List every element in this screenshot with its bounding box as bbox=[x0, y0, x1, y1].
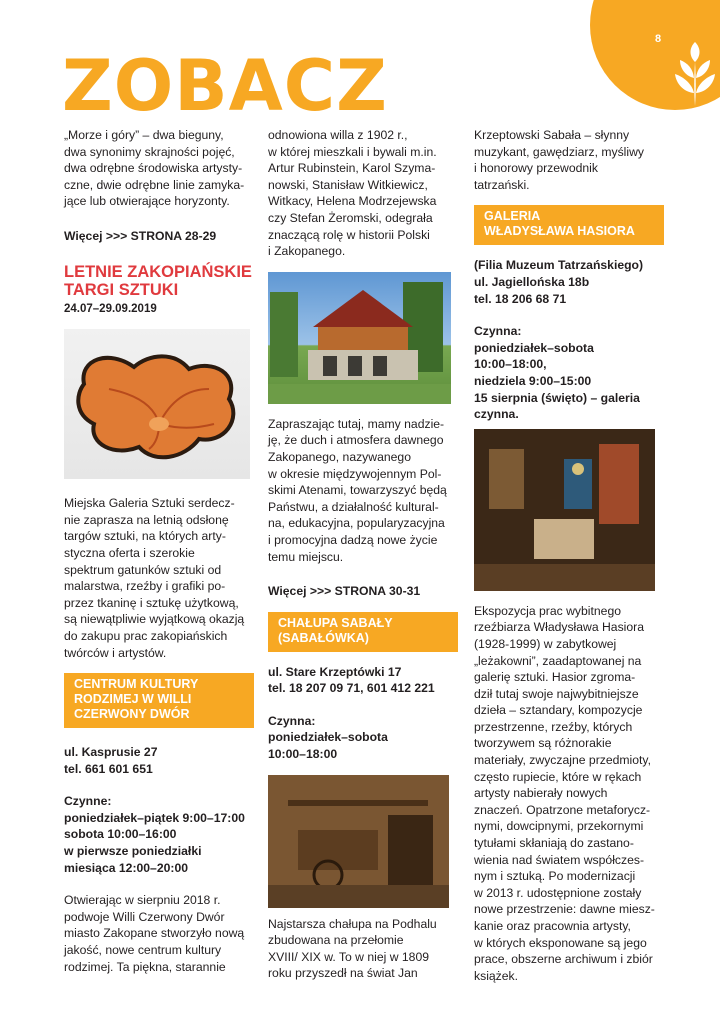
event-title: LETNIE ZAKOPIAŃSKIE TARGI SZTUKI bbox=[64, 262, 252, 299]
venue-hours: Czynne: poniedziałek–piątek 9:00–17:00 sobota 10:00–16:00 w pierwsze poniedziałki miesiąca 12:00–20:00 bbox=[64, 794, 245, 875]
venue-heading-czerwony-dwor: CENTRUM KULTURY RODZIMEJ W WILLI CZERWONY DWÓR bbox=[64, 673, 254, 728]
hut-text: Najstarsza chałupa na Podhalu zbudowana na przełomie XVIII/ XIX w. To w niej w 1809 roku przyszedł na świat Jan bbox=[268, 916, 437, 981]
venue-subtitle: (Filia Muzeum Tatrzańskiego) bbox=[474, 258, 644, 273]
venue-hours-2: Czynna: poniedziałek–sobota 10:00–18:00 bbox=[268, 713, 388, 762]
venue-address: ul. Kasprusie 27 tel. 661 601 651 bbox=[64, 745, 158, 776]
villa-image bbox=[268, 272, 451, 404]
event-text: Miejska Galeria Sztuki serdecz- nie zaprasza na letnią odsłonę targów sztuki, na których arty- styczna oferta i szerokie spektrum gatunków sztuki od malarstwa, rzeźby i grafiki po- przez tkaninę i sztukę użytkową, są niewątpliwie wyjątkową okazją do zakupu prac zakopiańskich twórców i artystów. bbox=[64, 496, 245, 660]
gallery-text: Ekspozycja prac wybitnego rzeźbiarza Władysława Hasiora (1928-1999) w zabytkowej „leżakowni”, zaadaptowanej na galerię sztuki. Hasior zgroma- dził tutaj swoje najwybitniejsze dzieła – sztandary, kompozycje przestrzenne, rzeźby, których tworzywem są różnorakie materiały, zwyczajne przedmioty, często rupiecie, które w rękach artysty nabierały nowych znaczeń. Opatrzone metaforycz- nymi, dowcipnymi, przekornymi tytułami skłaniają do zastano- wienia nad światem współczes- nym i sztuką. Po modernizacji w 2013 r. udostępnione zostały nowe przestrzenie: dawne miesz- kanie oraz pracownia artysty, w których eksponowane są jego prace, obszerne archiwum i zbiór książek. bbox=[474, 603, 655, 983]
wheat-logo-icon bbox=[667, 38, 720, 108]
page-title: ZOBACZ bbox=[62, 45, 388, 127]
villa-text: odnowiona willa z 1902 r., w której mieszkali i bywali m.in. Artur Rubinstein, Karol Szyma- nowski, Stanisław Witkiewicz, Witkacy, Helena Modrzejewska czy Stefan Żeromski, odegrała znaczącą rolę w historii Polski i Zakopanego. bbox=[268, 128, 437, 259]
sabala-text: Krzeptowski Sabała – słynny muzykant, gawędziarz, myśliwy i honorowy przewodnik tatrzański. bbox=[474, 128, 644, 192]
venue-address-3: ul. Jagiellońska 18b tel. 18 206 68 71 bbox=[474, 274, 590, 306]
venue-hours-3: Czynna: poniedziałek–sobota 10:00–18:00, niedziela 9:00–15:00 15 sierpnia (święto) – galeria czynna. bbox=[474, 324, 640, 422]
gallery-interior-image bbox=[474, 429, 655, 591]
more-link-2[interactable]: Więcej >>> STRONA 30-31 bbox=[268, 584, 421, 599]
hut-interior-image bbox=[268, 775, 449, 908]
art-piece-image bbox=[64, 329, 250, 479]
venue-heading-hasior: GALERIA WŁADYSŁAWA HASIORA bbox=[474, 205, 664, 245]
column-middle bbox=[268, 127, 458, 982]
venue-heading-sabalowka: CHAŁUPA SABAŁY (SABAŁÓWKA) bbox=[268, 612, 458, 652]
event-dates: 24.07–29.09.2019 bbox=[64, 302, 157, 315]
more-link[interactable]: Więcej >>> STRONA 28-29 bbox=[64, 228, 217, 243]
venue-address-2: ul. Stare Krzeptówki 17 tel. 18 207 09 71, 601 412 221 bbox=[268, 664, 435, 696]
villa-text-2: Zapraszając tutaj, mamy nadzie- ję, że duch i atmosfera dawnego Zakopanego, nazywanego w okresie międzywojennym Pol- skimi Atenami, towarzyszyć będą Państwu, a działalność kultural- na, edukacyjna, popularyzacyjna i promocyjna dadzą nowe życie temu miejscu. bbox=[268, 416, 447, 564]
page-number: 8 bbox=[655, 33, 662, 45]
column-right bbox=[474, 127, 664, 984]
column-left bbox=[64, 127, 254, 975]
intro-text: „Morze i góry” – dwa bieguny, dwa synonimy skrajności pojęć, dwa odrębne środowiska artysty- czne, dwie odrębne linie zamyka- jące lub otwierające horyzonty. bbox=[64, 128, 245, 209]
venue-text: Otwierając w sierpniu 2018 r. podwoje Willi Czerwony Dwór miasto Zakopane stworzyło nową jakość, nowe centrum kultury rodzimej. Ta piękna, starannie bbox=[64, 893, 245, 974]
